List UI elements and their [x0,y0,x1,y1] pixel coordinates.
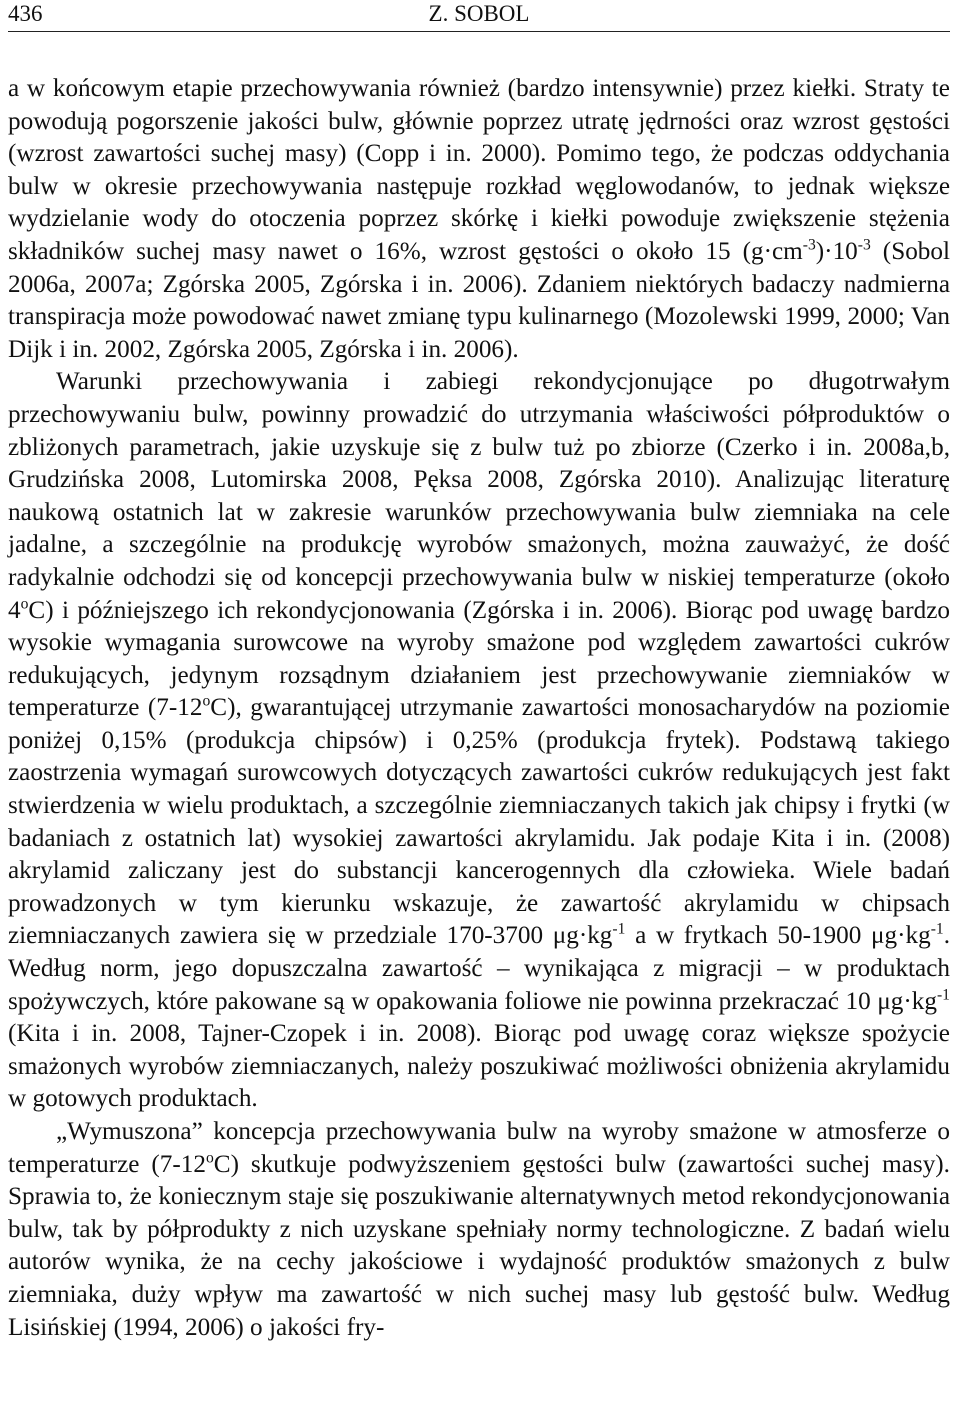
text-segment: . Według norm, jego dopuszczalna zawartość – wynikająca z migracji – w produktach spożywczych, które pakowane są w opakowania foliowe nie powinna przekraczać 10 μg·kg [8,922,950,1015]
superscript: o [20,594,29,612]
paragraph-1 [8,73,950,366]
text-segment: (Sobol 2006a, 2007a; Zgórska 2005, Zgórska i in. 2006). Zdaniem niektórych badaczy nadmierna transpiracja może powodować nawet zmianę typu kulinarnego (Mozolewski 1999, 2000; Van Dijk i in. 2002, Zgórska 2005, Zgórska i in. 2006). [8,237,950,363]
text-segment: (Kita i in. 2008, Tajner-Czopek i in. 2008). Biorąc pod uwagę coraz większe spożycie smażonych wyrobów ziemniaczanych, należy poszukiwać możliwości obniżenia akrylamidu w gotowych produktach. [8,1020,950,1113]
text-segment: )·10 [815,237,858,265]
superscript: o [202,692,211,710]
superscript: o [205,1148,214,1166]
running-title: Z. SOBOL [428,1,530,26]
text-segment: C) i późniejszego ich rekondycjonowania (Zgórska i in. 2006). Biorąc pod uwagę bardzo wysokie wymagania surowcowe na wyroby smażone pod względem zawartości cukrów redukujących, jedynym rozsądnym działaniem jest przechowywanie ziemniaków w temperaturze (7-12 [8,596,950,722]
text-segment: Warunki przechowywania i zabiegi rekondycjonujące po długotrwałym przechowywaniu bulw, powinny prowadzić do utrzymania właściwości półproduktów o zbliżonych parametrach, jakie uzyskuje się z bulw tuż po zbiorze (Czerko i in. 2008a,b, Grudzińska 2008, Lutomirska 2008, Pęksa 2008, Zgórska 2010). Analizując literaturę naukową ostatnich lat w zakresie warunków przechowywania bulw ziemniaka na cele jadalne, a szczególnie na produkcję wyrobów smażonych, można zauważyć, że dość radykalnie odchodzi się od koncepcji przechowywania bulw w niskiej temperaturze (około 4 [8,368,950,624]
superscript: -1 [612,920,626,938]
text-segment: C), gwarantującej utrzymanie zawartości monosacharydów na poziomie poniżej 0,15% (produkcja chipsów) i 0,25% (produkcja frytek). Podstawą takiego zaostrzenia wymagań surowcowych dotyczących zawartości cukrów redukujących jest fakt stwierdzenia w wielu produktach, a szczególnie ziemniaczanych takich jak chipsy i frytki (w badaniach z ostatnich lat) wysokiej zawartości akrylamidu. Jak podaje Kita i in. (2008) akrylamid zaliczany jest do substancji kancerogennych dla człowieka. Wiele badań prowadzonych w tym kierunku wskazuje, że zawartość akrylamidu w chipsach ziemniaczanych zawiera się w przedziale 170-3700 μg·kg [8,694,950,950]
text-segment: a w frytkach 50-1900 μg·kg [625,922,931,950]
superscript: -3 [802,236,816,254]
page-header [8,0,950,32]
paragraph-2 [8,366,950,1116]
body-text [8,73,950,1344]
superscript: -1 [930,920,944,938]
text-segment: C) skutkuje podwyższeniem gęstości bulw (zawartości suchej masy). Sprawia to, że koniecznym staje się poszukiwanie alternatywnych metod rekondycjonowania bulw, tak by półprodukty z nich uzyskane spełniały normy technologiczne. Z badań wielu autorów wynika, że na cechy jakościowe i wydajność produktów smażonych z bulw ziemniaka, duży wpływ ma zawartość w nich suchej masy lub gęstość bulw. Według Lisińskiej (1994, 2006) o jakości fry- [8,1150,950,1341]
page-number: 436 [8,1,43,26]
superscript: -1 [936,985,950,1003]
superscript: -3 [857,236,871,254]
text-segment: a w końcowym etapie przechowywania również (bardzo intensywnie) przez kiełki. Straty te powodują pogorszenie jakości bulw, głównie poprzez utratę jędrności oraz wzrost gęstości (wzrost zawartości suchej masy) (Copp i in. 2000). Pomimo tego, że podczas oddychania bulw w okresie przechowywania następuje rozkład węglowodanów, to jednak większe wydzielanie wody do otoczenia poprzez skórkę i kiełki powoduje zwiększenie stężenia składników suchej masy nawet o 16%, wzrost gęstości o około 15 (g·cm [8,75,950,265]
paragraph-3 [8,1116,950,1344]
text-segment: „Wymuszona” koncepcja przechowywania bulw na wyroby smażone w atmosferze o temperaturze (7-12 [8,1118,950,1178]
